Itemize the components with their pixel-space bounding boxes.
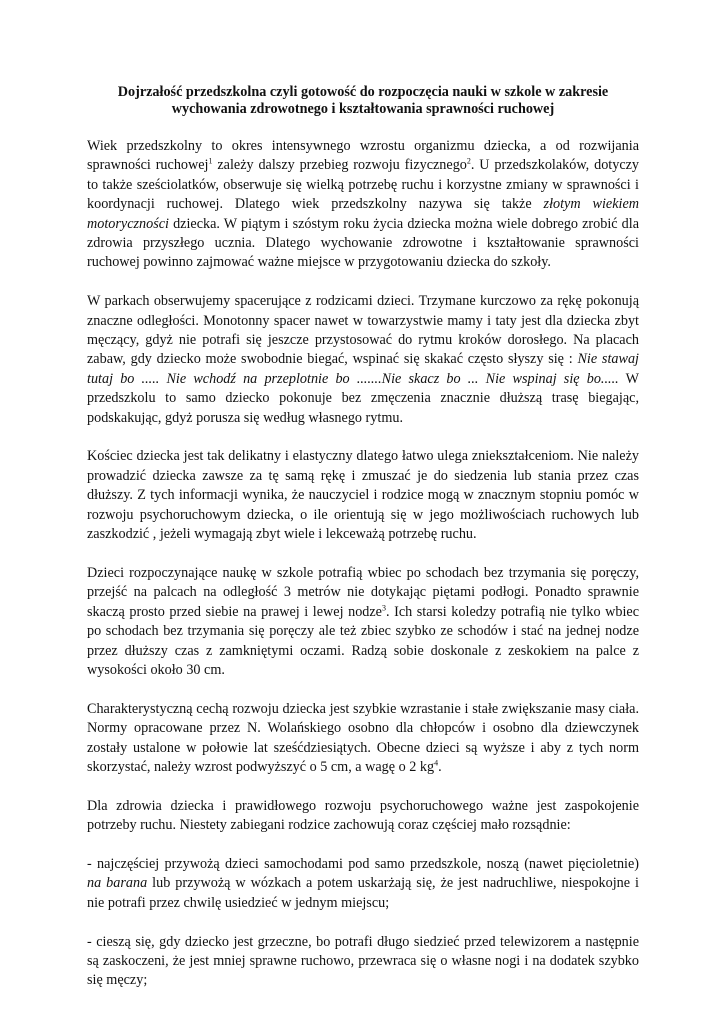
paragraph-8: - cieszą się, gdy dziecko jest grzeczne, bo potrafi długo siedzieć przed telewizorem a następnie są zaskoczeni, że jest mniej sprawne ruchowo, przewraca się o własne nogi i na dodatek szybko się męczy; (87, 933, 639, 989)
footnote-ref-4: 4 (434, 758, 439, 768)
paragraph-1-text-a: Wiek przedszkolny to okres intensywnego wzrostu organizmu dziecka, a od rozwijania sprawności ruchowej (87, 138, 639, 174)
paragraph-7-text-b: lub przywożą w wózkach a potem uskarżają się, że jest nadruchliwe, niespokojne i nie potrafi przez chwilę usiedzieć w jednym miejscu; (87, 875, 639, 911)
paragraph-2 (87, 292, 639, 428)
paragraph-7-text-a: - najczęściej przywożą dzieci samochodami pod samo przedszkole, noszą (nawet pięcioletnie) (87, 855, 639, 872)
title-line-1: Dojrzałość przedszkolna czyli gotowość do rozpoczęcia nauki w szkole w zakresie (117, 84, 609, 100)
paragraph-2-emphasis: Nie stawaj tutaj bo ..... Nie wchodź na przeplotnie bo .......Nie skacz bo ... Nie wspinaj się bo..... (87, 351, 639, 387)
footnote-ref-1: 1 (208, 156, 213, 166)
title-line-2: wychowania zdrowotnego i kształtowania sprawności ruchowej (171, 101, 555, 117)
footnote-ref-2: 2 (466, 156, 471, 166)
paragraph-5-text-b: . (438, 758, 442, 775)
paragraph-4 (87, 564, 639, 680)
paragraph-1-text-d: dziecka. W piątym i szóstym roku życia dziecka można wiele dobrego zrobić dla zdrowia przyszłego ucznia. Dlatego wychowanie zdrowotne i kształtowanie sprawności ruchowej powinno zajmować ważne miejsce w przygotowaniu dziecka do szkoły. (87, 215, 639, 271)
paragraph-5-text-a: Charakterystyczną cechą rozwoju dziecka jest szybkie wzrastanie i stałe zwiększanie masy ciała. Normy opracowane przez N. Wolańskiego osobno dla chłopców i osobno dla dziewczynek zostały ustalone w połowie lat sześćdziesiątych. Obecne dzieci są wyższe i aby z tych norm skorzystać, należy wzrost podwyższyć o 5 cm, a wagę o 2 kg (87, 700, 639, 775)
paragraph-4-text-a: Dzieci rozpoczynające naukę w szkole potrafią wbiec po schodach bez trzymania się poręczy, przejść na palcach na odległość 3 metrów nie dotykając piętami podłogi. Ponadto sprawnie skaczą prosto przed siebie na prawej i lewej nodze (87, 564, 639, 620)
paragraph-3: Kościec dziecka jest tak delikatny i elastyczny dlatego łatwo ulega zniekształceniom. Nie należy prowadzić dziecka zawsze za tę samą rękę i zmuszać je do siedzenia lub stania przez czas dłuższy. Z tych informacji wynika, że nauczyciel i rodzice mogą w znacznym stopniu pomóc w rozwoju psychoruchowym dziecka, o ile orientują się w jego możliwościach ruchowych lub zaszkodzić , jeżeli wymagają zbyt wiele i lekceważą potrzebę ruchu. (87, 448, 639, 543)
document-title (87, 84, 639, 118)
paragraph-1-emphasis: złotym wiekiem motoryczności (87, 196, 639, 232)
paragraph-6: Dla zdrowia dziecka i prawidłowego rozwoju psychoruchowego ważne jest zaspokojenie potrzeby ruchu. Niestety zabiegani rodzice zachowują coraz częściej mało rozsądnie: (87, 797, 639, 834)
paragraph-2-text-a: W parkach obserwujemy spacerujące z rodzicami dzieci. Trzymane kurczowo za rękę pokonują znaczne odległości. Monotonny spacer nawet w towarzystwie mamy i taty jest dla dziecka zbyt męczący, gdyż nie potrafi się jeszcze przystosować do rytmu kroków dorosłego. Na placach zabaw, gdy dziecko może swobodnie biegać, wspinać się skakać często słyszy się : (87, 293, 639, 368)
footnote-ref-3: 3 (381, 602, 386, 612)
paragraph-1 (87, 137, 639, 273)
paragraph-1-text-b: zależy dalszy przebieg rozwoju fizycznego (212, 157, 467, 174)
paragraph-2-text-b: W przedszkolu to samo dziecko pokonuje bez zmęczenia znacznie dłuższą trasę biegając, podskakując, gdyż porusza się według własnego rytmu. (87, 370, 639, 426)
paragraph-7-emphasis: na barana (87, 875, 148, 892)
paragraph-5 (87, 700, 639, 778)
paragraph-7 (87, 855, 639, 913)
document-page (87, 84, 639, 1010)
paragraph-4-text-b: . Ich starsi koledzy potrafią nie tylko wbiec po schodach bez trzymania się poręczy ale też zbiec szybko ze schodów i stać na jednej nodze przez dłuższy czas z zamkniętymi oczami. Radzą sobie doskonale z zeskokiem na palce z wysokości około 30 cm. (87, 603, 639, 678)
paragraph-1-text-c: . U przedszkolaków, dotyczy to także sześciolatków, obserwuje się wielką potrzebę ruchu i korzystne zmiany w sprawności i koordynacji ruchowej. Dlatego wiek przedszkolny nazywa się także (87, 157, 640, 213)
